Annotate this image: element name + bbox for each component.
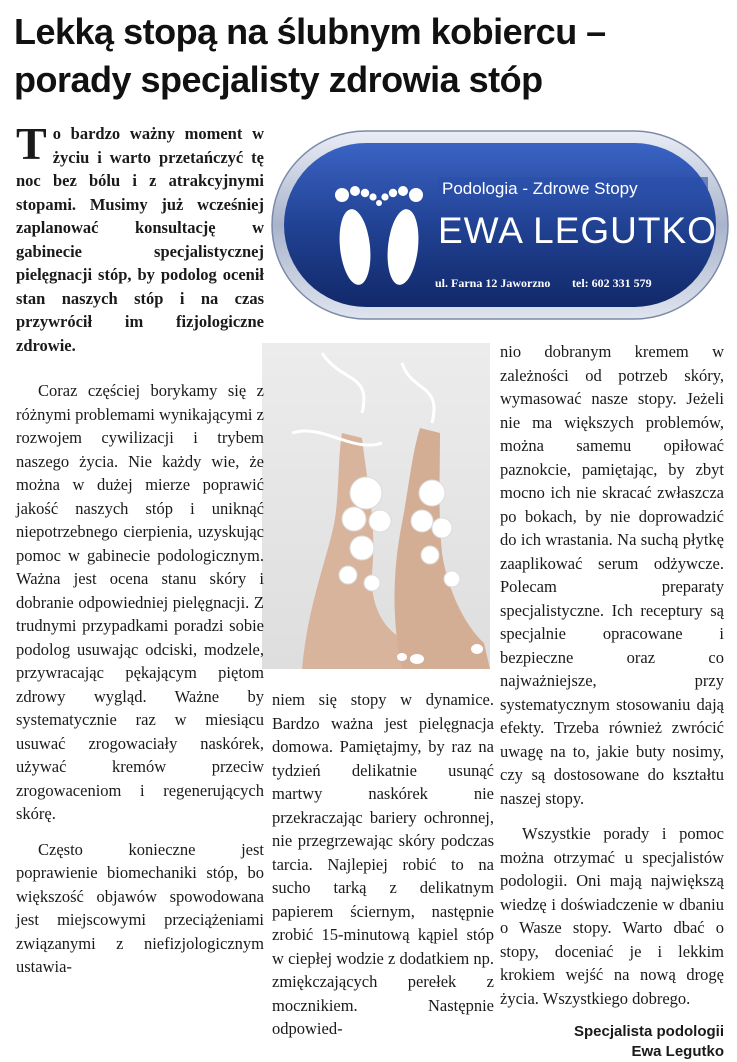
paragraph: nio dobranym kremem w zależności od potrzeb skóry, wymasować nasze stopy. Jeżeli nie ma większych problemów, można samemu opiłować paznokcie, pamiętając, by zbyt mocno ich nie skracać zwłaszcza po bokach, by nie doprowadzić do ich wrastania. Na suchą płytkę zaaplikować serum odżywcze. Polecam preparaty specjalistyczne. Ich receptury są specjalnie opracowane i bezpieczne oraz co najważniejsze, przy systematycznym stosowaniu dają efekty. Trzeba również zwrócić uwagę na to, jakie buty nosimy, czy są dostosowane do kształtu naszej stopy. (500, 342, 724, 808)
paragraph: Coraz częściej borykamy się z różnymi problemami wynikającymi z rozwojem cywilizacji i trybem naszego życia. Nie każdy wie, że można w dużej mierze poprawić jakość naszych stóp i uniknąć niepotrzebnego cierpienia, uzyskując pomoc w gabinecie podologicznym. Ważna jest ocena stanu skóry i dobranie odpowiedniej pielęgnacji. Z trudnymi przypadkami poradzi sobie podolog usuwając odciski, modzele, przywracając pękającym piętom zdrowy wygląd. Ważne by systematycznie raz w miesiącu usuwać zrogowaciały naskórek, używać kremów przeciw zrogowaceniom i regenerujących skórę. (16, 381, 264, 823)
column-2 (272, 688, 494, 1053)
ad-tagline: Podologia - Zdrowe Stopy (442, 179, 638, 198)
ad-name: EWA LEGUTKO (438, 210, 717, 251)
podology-ad-banner (270, 125, 730, 325)
lead-paragraph: To bardzo ważny moment w życiu i warto przetańczyć tę noc bez bólu i z atrakcyjnymi stopami. Musimy już wcześniej zaplanować konsultację w gabinecie specjalistycznej pielęgnacji stóp, by podolog ocenił stan naszych stóp i na czas przywrócił im fizjologiczne zdrowie. (16, 118, 264, 355)
column-3 (500, 340, 724, 1062)
paragraph: Często konieczne jest poprawienie biomechaniki stóp, bo większość objawów spowodowana jest miejscowymi przeciążeniami związanymi z niefizjologicznym ustawia- (16, 839, 264, 976)
column-1 (16, 118, 264, 991)
article-title: Lekką stopą na ślubnym kobiercu – porady specjalisty zdrowia stóp (14, 11, 606, 100)
ad-address: ul. Farna 12 Jaworzno (435, 276, 551, 290)
paragraph: Wszystkie porady i pomoc można otrzymać u specjalistów podologii. Oni mają największą wiedzę i doświadczenie w dbaniu o Wasze stopy. Warto dbać o stopy, doceniać je i lekkim krokiem wejść na nową drogę życia. Wszystkiego dobrego. (500, 824, 724, 1008)
paragraph: niem się stopy w dynamice. Bardzo ważna jest pielęgnacja domowa. Pamiętajmy, by raz na tydzień delikatnie usunąć martwy naskórek nie przekraczając bariery ochronnej, nie przegrzewając skóry podczas tarcia. Najlepiej robić to na sucho tarką z delikatnym papierem ściernym, następnie zrobić 15-minutową kąpiel stóp w ciepłej wodzie z dodatkiem np. zmiękczających perełek z mocznikiem. Następnie odpowied- (272, 690, 494, 1038)
ad-phone: tel: 602 331 579 (572, 276, 652, 290)
signature-role: Specjalista podologii (573, 1023, 724, 1040)
bridal-feet-photo (262, 343, 490, 669)
signature-name: Ewa Legutko (631, 1043, 724, 1060)
drop-cap: T (16, 118, 47, 169)
